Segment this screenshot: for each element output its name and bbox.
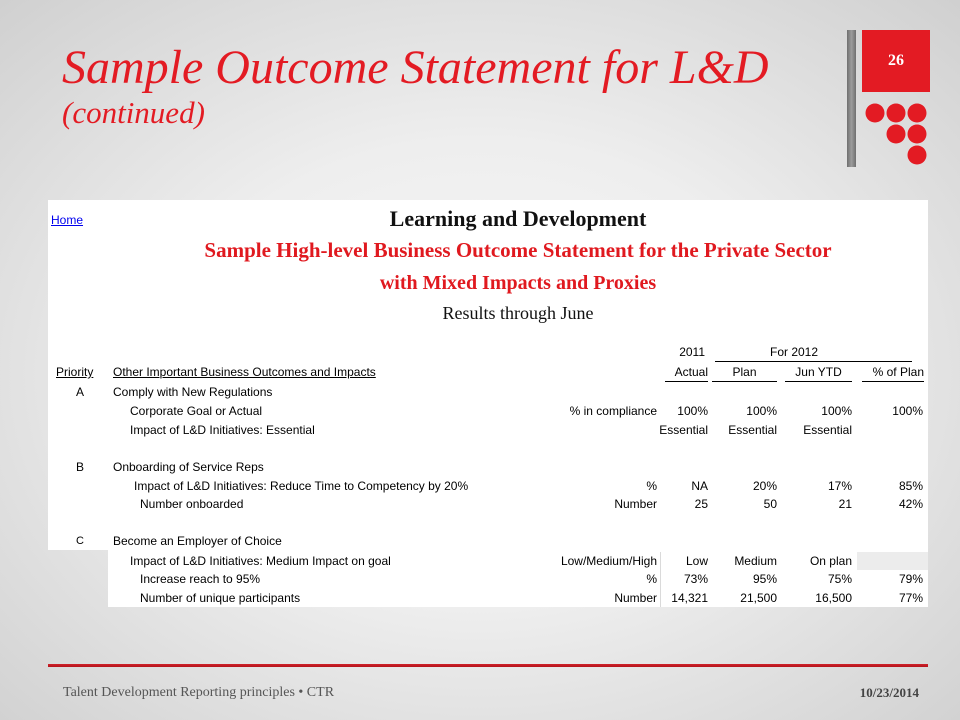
decor-dot bbox=[887, 104, 906, 123]
row-actual: Essential bbox=[659, 423, 708, 437]
table-row bbox=[48, 402, 928, 421]
row-unit: % in compliance bbox=[569, 404, 657, 418]
row-unit: Number bbox=[614, 497, 657, 511]
row-plan: 20% bbox=[752, 479, 777, 493]
row-ytd: 100% bbox=[821, 404, 852, 418]
header-outcomes: Other Important Business Outcomes and Impacts bbox=[113, 365, 376, 379]
header-year-plan: For 2012 bbox=[770, 345, 819, 359]
row-actual: Low bbox=[685, 554, 708, 568]
header-priority: Priority bbox=[56, 365, 94, 379]
row-pct-of-plan: 42% bbox=[898, 497, 923, 511]
home-link[interactable]: Home bbox=[51, 213, 84, 227]
row-plan: 50 bbox=[763, 497, 777, 511]
decorative-dots bbox=[860, 100, 930, 170]
table-row bbox=[48, 477, 928, 496]
row-label: Corporate Goal or Actual bbox=[130, 404, 263, 418]
header-row-years bbox=[48, 343, 928, 362]
header-actual: Actual bbox=[665, 363, 708, 382]
header-jun-ytd: Jun YTD bbox=[785, 363, 852, 382]
row-actual: 25 bbox=[694, 497, 708, 511]
section-title: Onboarding of Service Reps bbox=[113, 460, 264, 474]
row-actual: 73% bbox=[683, 572, 708, 586]
row-label: Impact of L&D Initiatives: Reduce Time to Competency by 20% bbox=[134, 479, 469, 493]
slide-subtitle: (continued) bbox=[62, 95, 205, 130]
row-pct-of-plan: 85% bbox=[898, 479, 923, 493]
decor-dot bbox=[908, 125, 927, 144]
footer-text: Talent Development Reporting principles • CTR bbox=[63, 685, 335, 700]
row-unit: Number bbox=[614, 591, 657, 605]
table-row bbox=[48, 495, 928, 514]
slide-number: 26 bbox=[888, 52, 904, 69]
row-ytd: Essential bbox=[803, 423, 852, 437]
row-label: Impact of L&D Initiatives: Essential bbox=[130, 423, 315, 437]
decor-dot bbox=[866, 104, 885, 123]
priority-label: B bbox=[75, 460, 84, 474]
decor-dot bbox=[908, 104, 927, 123]
report-heading: Learning and Development bbox=[389, 206, 647, 231]
report-period: Results through June bbox=[442, 303, 594, 323]
row-plan: 95% bbox=[752, 572, 777, 586]
section-row bbox=[48, 458, 928, 477]
priority-label: C bbox=[76, 535, 84, 547]
row-actual: NA bbox=[691, 479, 708, 493]
report-subheading: Sample High-level Business Outcome Statement for the Private Sector bbox=[204, 238, 832, 262]
row-ytd: 17% bbox=[827, 479, 852, 493]
footer-divider bbox=[48, 664, 928, 667]
row-ytd: 21 bbox=[838, 497, 852, 511]
row-actual: 14,321 bbox=[671, 591, 708, 605]
row-plan: Essential bbox=[728, 423, 777, 437]
footer-date: 10/23/2014 bbox=[859, 685, 919, 700]
row-label: Number onboarded bbox=[140, 497, 244, 511]
row-actual: 100% bbox=[677, 404, 708, 418]
section-title: Become an Employer of Choice bbox=[113, 534, 282, 548]
row-unit: Low/Medium/High bbox=[560, 554, 657, 568]
row-ytd: On plan bbox=[809, 554, 852, 568]
section-title: Comply with New Regulations bbox=[113, 385, 273, 399]
outcome-statement-table bbox=[48, 200, 928, 608]
section-row bbox=[48, 532, 928, 551]
decor-dot bbox=[887, 125, 906, 144]
row-plan: 100% bbox=[746, 404, 777, 418]
row-label: Number of unique participants bbox=[140, 591, 301, 605]
decorative-bar bbox=[847, 30, 856, 167]
row-unit: % bbox=[646, 572, 657, 586]
row-pct-of-plan: 79% bbox=[898, 572, 923, 586]
header-plan: Plan bbox=[712, 363, 777, 382]
slide-number-box bbox=[862, 30, 930, 92]
header-pct-of-plan: % of Plan bbox=[862, 363, 924, 382]
priority-label: A bbox=[75, 385, 84, 399]
table-row bbox=[48, 589, 928, 608]
report-subheading-2: with Mixed Impacts and Proxies bbox=[379, 272, 657, 294]
header-year-actual: 2011 bbox=[679, 345, 705, 359]
row-pct-of-plan: 100% bbox=[892, 404, 923, 418]
decor-dot bbox=[908, 146, 927, 165]
row-label: Impact of L&D Initiatives: Medium Impact on goal bbox=[130, 554, 391, 568]
section-row bbox=[48, 383, 928, 402]
slide-title: Sample Outcome Statement for L&D bbox=[62, 41, 769, 94]
header-row-columns bbox=[48, 363, 928, 382]
row-unit: % bbox=[646, 479, 657, 493]
table-row bbox=[48, 552, 928, 571]
row-plan: Medium bbox=[734, 554, 777, 568]
table-row bbox=[48, 421, 928, 440]
row-pct-of-plan: 77% bbox=[898, 591, 923, 605]
row-label: Increase reach to 95% bbox=[140, 572, 261, 586]
row-ytd: 75% bbox=[827, 572, 852, 586]
row-plan: 21,500 bbox=[740, 591, 777, 605]
row-ytd: 16,500 bbox=[815, 591, 852, 605]
table-row bbox=[48, 570, 928, 589]
